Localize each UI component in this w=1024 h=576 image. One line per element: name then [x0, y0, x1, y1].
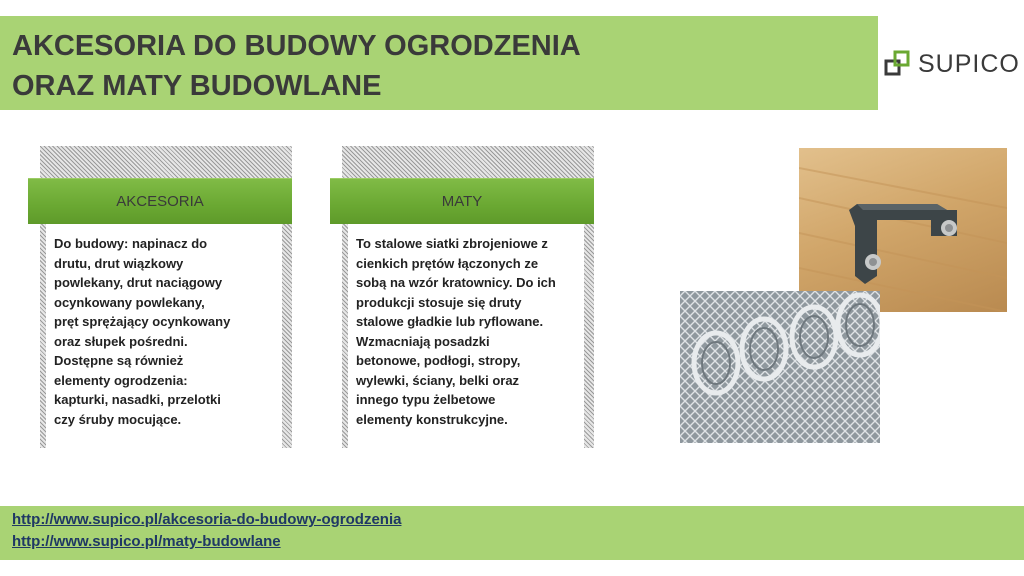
- card-line: wylewki, ściany, belki oraz: [356, 372, 520, 388]
- supico-logo-icon: [884, 49, 912, 79]
- card-line: pręt sprężający ocynkowany: [54, 314, 231, 329]
- logo-text: SUPICO: [918, 50, 1020, 78]
- card-line: Dostępne są również: [54, 353, 184, 368]
- card-line: innego typu żelbetowe: [356, 392, 496, 407]
- card-line: betonowe, podłogi, stropy,: [356, 353, 521, 368]
- card-banner: [28, 178, 292, 224]
- card-line: ocynkowany powlekany,: [54, 294, 205, 310]
- supico-logo[interactable]: [884, 44, 1020, 84]
- card-line: Do budowy: napinacz do: [54, 236, 208, 251]
- card-body: [46, 224, 282, 454]
- card-line: elementy konstrukcyjne.: [356, 411, 508, 427]
- card-line: oraz słupek pośredni.: [54, 333, 188, 349]
- fence-bracket-photo: [799, 148, 1007, 312]
- card-line: To stalowe siatki zbrojeniowe z: [356, 236, 548, 251]
- card-heading: MATY: [441, 192, 483, 210]
- card-line: sobą na wzór kratownicy. Do ich: [356, 275, 556, 290]
- page-title: [12, 26, 872, 106]
- card-description: [54, 234, 278, 429]
- card-banner: [330, 178, 594, 224]
- card-line: Wzmacniają posadzki: [356, 333, 490, 349]
- card-line: powlekany, drut naciągowy: [54, 275, 223, 290]
- card-description: [356, 234, 580, 429]
- card-line: produkcji stosuje się druty: [356, 294, 522, 310]
- card-body: [348, 224, 584, 454]
- link-akcesoria[interactable]: http://www.supico.pl/akcesoria-do-budowy-ogrodzenia: [12, 511, 402, 528]
- card-line: czy śruby mocujące.: [54, 411, 182, 427]
- link-maty-budowlane[interactable]: http://www.supico.pl/maty-budowlane: [12, 533, 281, 550]
- card-line: kapturki, nasadki, przelotki: [54, 392, 221, 407]
- card-line: stalowe gładkie lub ryflowane.: [356, 314, 544, 329]
- card-akcesoria: [28, 146, 304, 458]
- title-line-2: ORAZ MATY BUDOWLANE: [12, 70, 382, 102]
- card-line: drutu, drut wiązkowy: [54, 255, 184, 271]
- title-line-1: AKCESORIA DO BUDOWY OGRODZENIA: [12, 30, 581, 62]
- card-maty: [330, 146, 606, 458]
- wire-mesh-photo: [680, 291, 880, 443]
- card-line: cienkich prętów łączonych ze: [356, 255, 539, 271]
- card-heading: AKCESORIA: [116, 192, 204, 210]
- card-line: elementy ogrodzenia:: [54, 372, 188, 388]
